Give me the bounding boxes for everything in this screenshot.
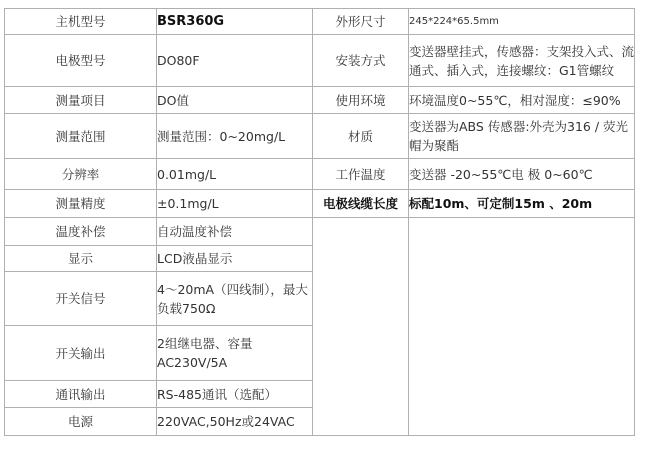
value-dimensions: 245*224*65.5mm bbox=[409, 9, 635, 35]
label-measure-item: 测量项目 bbox=[5, 87, 157, 114]
label-comm-output: 通讯输出 bbox=[5, 381, 157, 408]
label-switch-signal: 开关信号 bbox=[5, 272, 157, 326]
empty-cell bbox=[409, 218, 635, 436]
label-temp-comp: 温度补偿 bbox=[5, 218, 157, 246]
empty-cell bbox=[313, 218, 409, 436]
label-work-temp: 工作温度 bbox=[313, 159, 409, 190]
label-environment: 使用环境 bbox=[313, 87, 409, 114]
value-host-model: BSR360G bbox=[157, 9, 313, 35]
table-row bbox=[5, 35, 635, 87]
value-accuracy: ±0.1mg/L bbox=[157, 190, 313, 218]
value-environment: 环境温度0~55℃，相对湿度：≤90% bbox=[409, 87, 635, 114]
table-row bbox=[5, 159, 635, 190]
value-installation: 变送器壁挂式，传感器：支架投入式、流通式、插入式，连接螺纹：G1管螺纹 bbox=[409, 35, 635, 87]
value-measure-item: DO值 bbox=[157, 87, 313, 114]
spec-table bbox=[4, 8, 635, 436]
value-switch-signal: 4～20mA（四线制），最大负载750Ω bbox=[157, 272, 313, 326]
label-switch-output: 开关输出 bbox=[5, 326, 157, 381]
label-resolution: 分辨率 bbox=[5, 159, 157, 190]
table-row bbox=[5, 114, 635, 159]
value-resolution: 0.01mg/L bbox=[157, 159, 313, 190]
label-accuracy: 测量精度 bbox=[5, 190, 157, 218]
label-dimensions: 外形尺寸 bbox=[313, 9, 409, 35]
label-cable-length: 电极线缆长度 bbox=[313, 190, 409, 218]
label-measure-range: 测量范围 bbox=[5, 114, 157, 159]
value-electrode-model: DO80F bbox=[157, 35, 313, 87]
value-comm-output: RS-485通讯（选配） bbox=[157, 381, 313, 408]
value-power: 220VAC,50Hz或24VAC bbox=[157, 408, 313, 436]
label-display: 显示 bbox=[5, 246, 157, 272]
value-measure-range: 测量范围：0~20mg/L bbox=[157, 114, 313, 159]
table-row bbox=[5, 9, 635, 35]
table-row bbox=[5, 190, 635, 218]
label-host-model: 主机型号 bbox=[5, 9, 157, 35]
table-row bbox=[5, 218, 635, 246]
value-material: 变送器为ABS 传感器:外壳为316 / 荧光帽为聚酯 bbox=[409, 114, 635, 159]
value-work-temp: 变送器 -20~55℃电 极 0~60℃ bbox=[409, 159, 635, 190]
label-installation: 安装方式 bbox=[313, 35, 409, 87]
value-display: LCD液晶显示 bbox=[157, 246, 313, 272]
label-material: 材质 bbox=[313, 114, 409, 159]
table-row bbox=[5, 87, 635, 114]
value-cable-length: 标配10m、可定制15m 、20m bbox=[409, 190, 635, 218]
value-switch-output: 2组继电器、容量AC230V/5A bbox=[157, 326, 313, 381]
label-electrode-model: 电极型号 bbox=[5, 35, 157, 87]
label-power: 电源 bbox=[5, 408, 157, 436]
value-temp-comp: 自动温度补偿 bbox=[157, 218, 313, 246]
